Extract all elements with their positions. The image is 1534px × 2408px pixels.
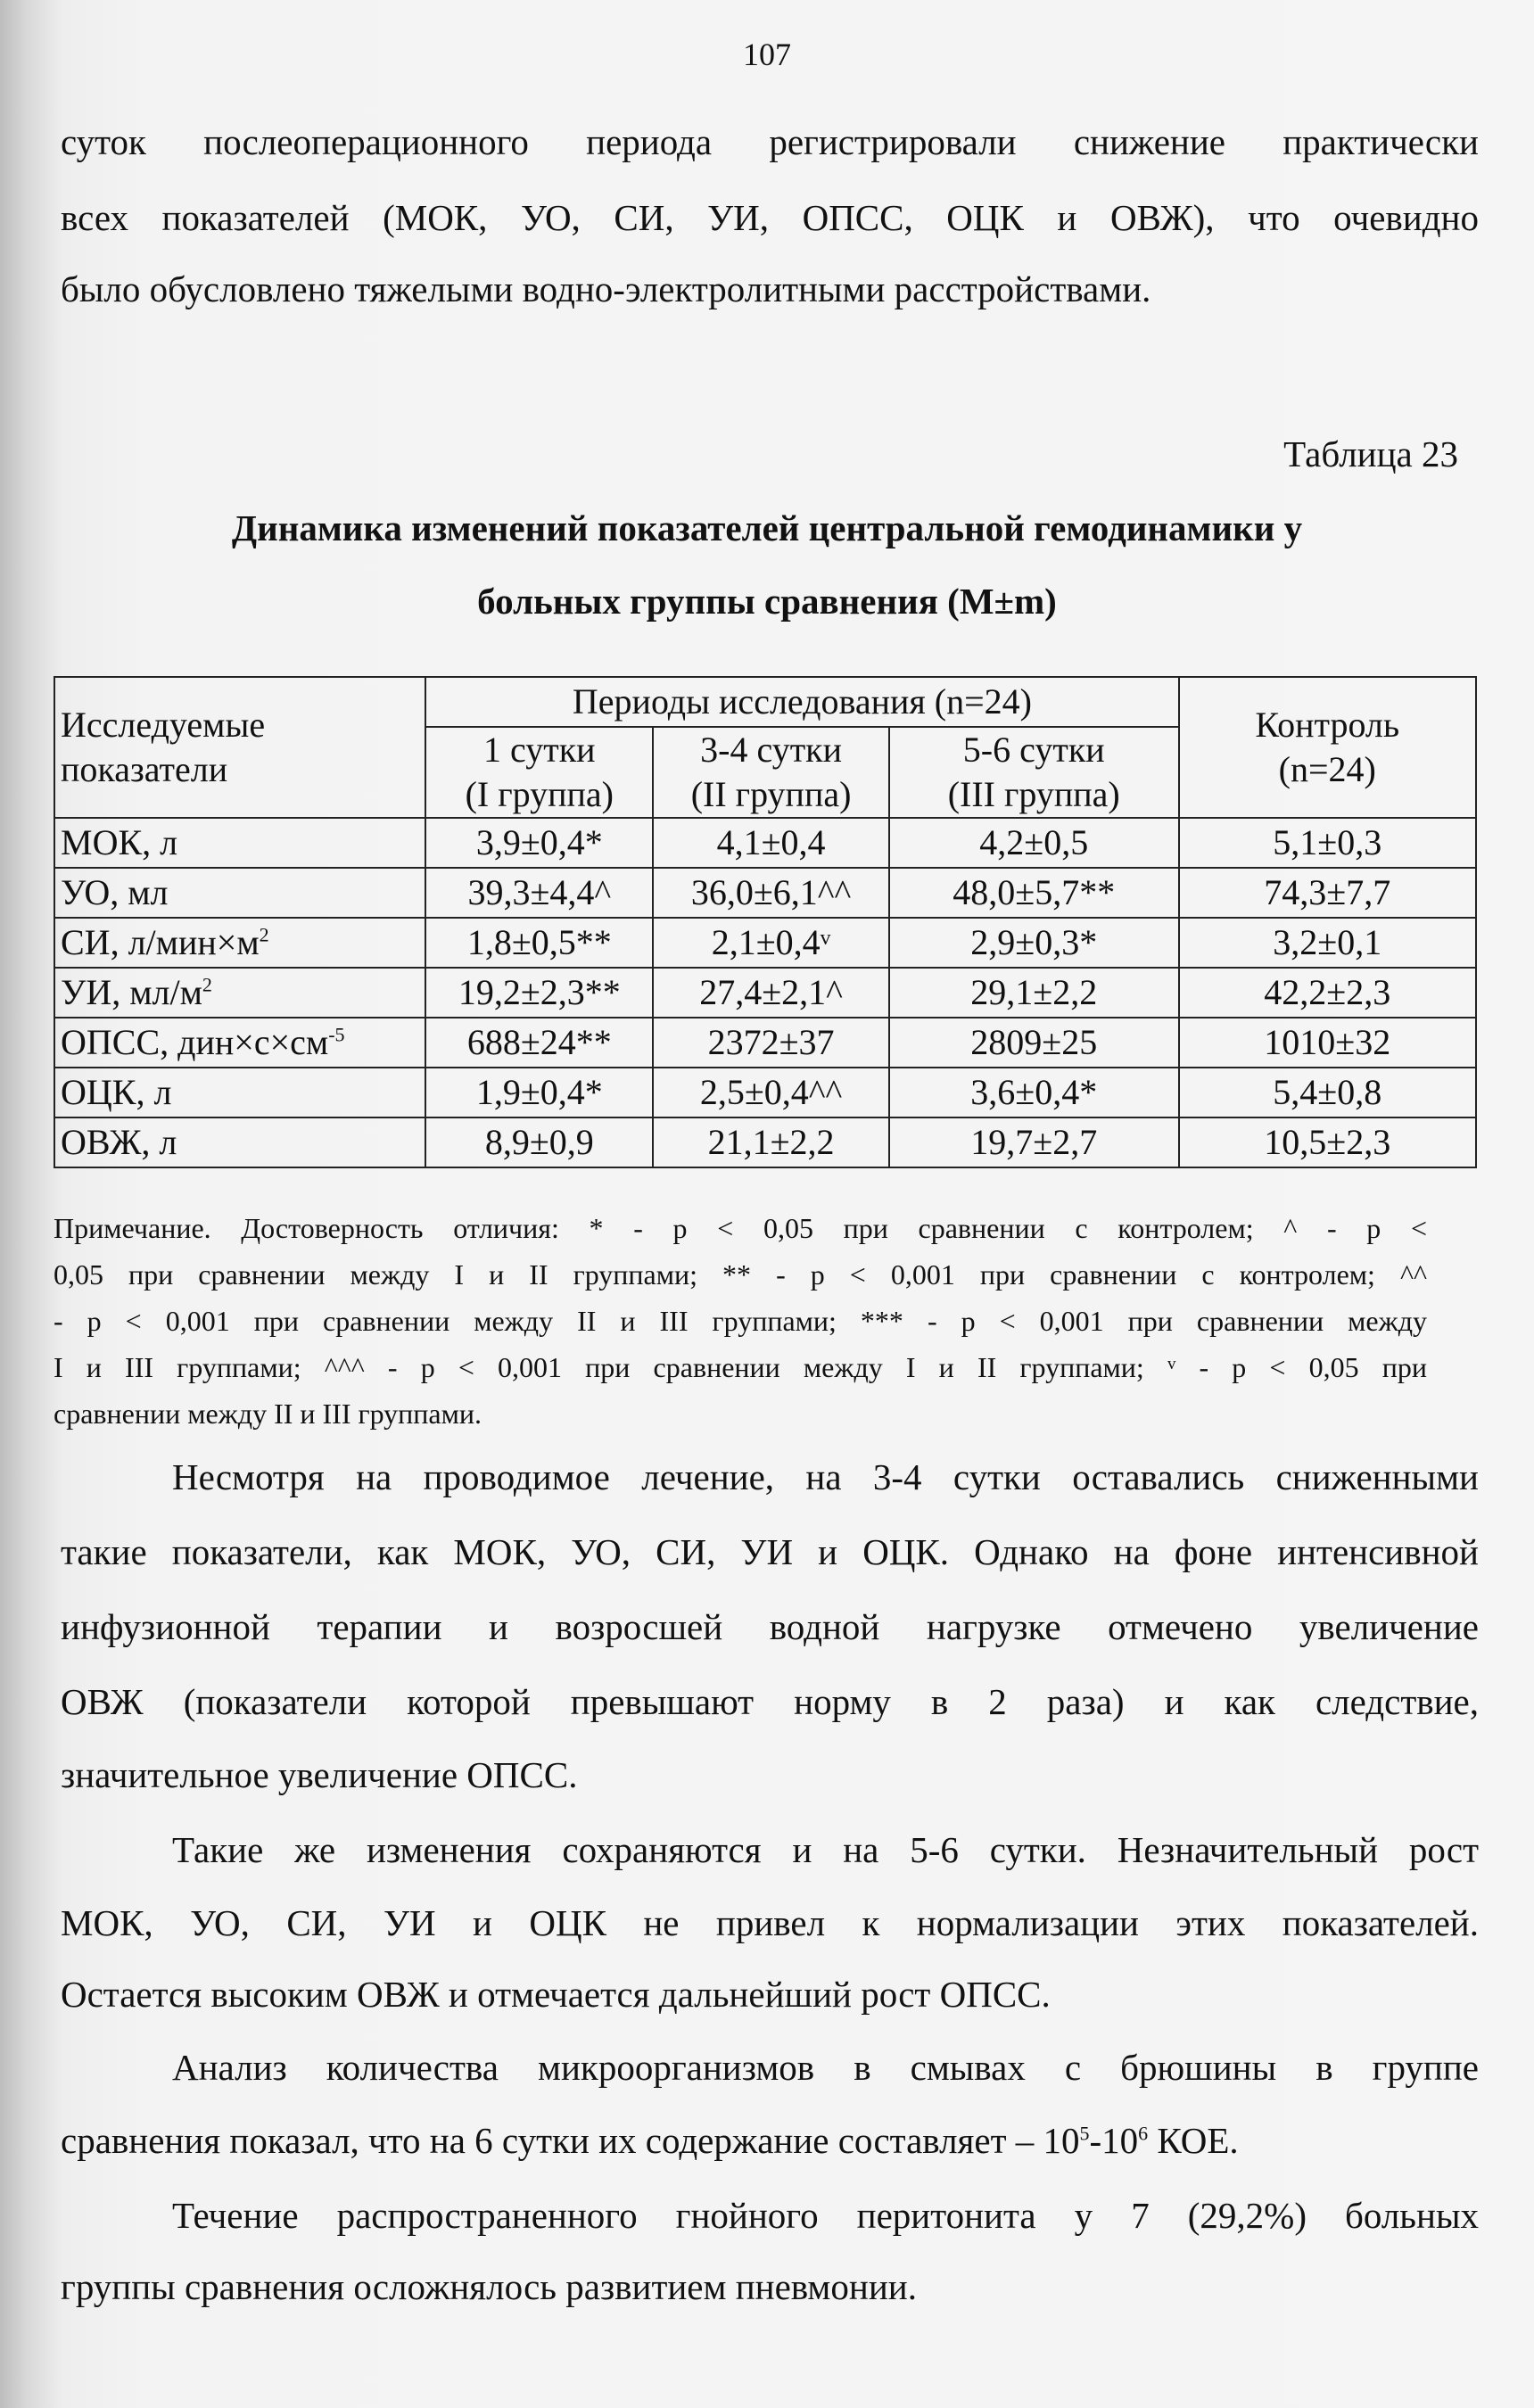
header-text: (n=24) (1278, 749, 1376, 789)
cell-v1: 8,9±0,9 (425, 1117, 653, 1167)
header-control (1179, 677, 1476, 818)
table-row (54, 818, 1476, 868)
row-label (54, 818, 425, 868)
note-line: I и III группами; ^^^ - р < 0,001 при сравнении между I и II группами; ᵛ - р < 0,05 при (54, 1351, 1427, 1383)
cell-v1: 688±24** (425, 1018, 653, 1068)
header-period-2 (653, 727, 889, 818)
koe-range: -10 (1089, 2120, 1139, 2161)
row-label-text: МОК, л (61, 822, 178, 862)
text-line: ОВЖ (показатели которой превышают норму в 2 раза) и как следствие, (61, 1681, 1479, 1722)
header-text: (I группа) (465, 774, 614, 814)
header-text: показатели (61, 749, 228, 789)
header-text: 3-4 сутки (700, 730, 843, 770)
text-line: Несмотря на проводимое лечение, на 3-4 сутки оставались сниженными (172, 1456, 1479, 1497)
cell-v1: 19,2±2,3** (425, 968, 653, 1018)
cell-v2: 2372±37 (653, 1018, 889, 1068)
table-row (54, 1068, 1476, 1117)
header-text: Контроль (1255, 705, 1400, 745)
cell-v2: 2,1±0,4ᵛ (653, 918, 889, 968)
text-line: Остается высоким ОВЖ и отмечается дальнейший рост ОПСС. (61, 1974, 1051, 2015)
cell-control: 10,5±2,3 (1179, 1117, 1476, 1167)
cell-control: 3,2±0,1 (1179, 918, 1476, 968)
cell-v2: 36,0±6,1^^ (653, 868, 889, 918)
cell-v1: 3,9±0,4* (425, 818, 653, 868)
table-body (54, 818, 1476, 1167)
note-line: - р < 0,001 при сравнении между II и III группами; *** - р < 0,001 при сравнении между (54, 1305, 1427, 1337)
text-line: значительное увеличение ОПСС. (61, 1754, 578, 1795)
cell-control: 42,2±2,3 (1179, 968, 1476, 1018)
cell-v3: 48,0±5,7** (889, 868, 1179, 918)
cell-v2: 27,4±2,1^ (653, 968, 889, 1018)
table-header-row (54, 677, 1476, 727)
cell-v2: 21,1±2,2 (653, 1117, 889, 1167)
text-line (61, 2119, 1479, 2162)
text-line: было обусловлено тяжелыми водно-электролитными расстройствами. (61, 268, 1151, 309)
header-text: Исследуемые (61, 705, 266, 745)
text-line: группы сравнения осложнялось развитием пневмонии. (61, 2266, 917, 2307)
row-label-text: ОПСС, дин×с×см (61, 1022, 329, 1062)
row-label (54, 868, 425, 918)
note-line: сравнении между II и III группами. (54, 1398, 482, 1430)
text-line: Течение распространенного гнойного перитонита у 7 (29,2%) больных (172, 2195, 1479, 2236)
header-indicators (54, 677, 425, 818)
cell-v2: 2,5±0,4^^ (653, 1068, 889, 1117)
cell-v1: 1,8±0,5** (425, 918, 653, 968)
row-label-text: УИ, мл/м (61, 972, 202, 1012)
unit-exponent: -5 (328, 1023, 345, 1046)
cell-v1: 39,3±4,4^ (425, 868, 653, 918)
note-line: 0,05 при сравнении между I и II группами; ** - р < 0,001 при сравнении с контролем; ^^ (54, 1258, 1427, 1291)
row-label-text: УО, мл (61, 872, 169, 912)
cell-v3: 2809±25 (889, 1018, 1179, 1068)
koe-prefix: сравнения показал, что на 6 сутки их содержание составляет – 10 (61, 2120, 1080, 2161)
row-label-text: СИ, л/мин×м (61, 922, 260, 962)
text-line: Анализ количества микроорганизмов в смывах с брюшины в группе (172, 2047, 1479, 2088)
cell-v3: 2,9±0,3* (889, 918, 1179, 968)
exponent: 6 (1138, 2122, 1149, 2145)
unit-exponent: 2 (202, 973, 212, 996)
row-label (54, 1117, 425, 1167)
header-period-1 (425, 727, 653, 818)
cell-control: 5,1±0,3 (1179, 818, 1476, 868)
text-line: Такие же изменения сохраняются и на 5-6 сутки. Незначительный рост (172, 1829, 1479, 1870)
header-text: 5-6 сутки (962, 730, 1105, 770)
row-label (54, 968, 425, 1018)
exponent: 5 (1079, 2122, 1090, 2145)
koe-suffix: КОЕ. (1148, 2120, 1239, 2161)
text-line: такие показатели, как МОК, УО, СИ, УИ и ОЦК. Однако на фоне интенсивной (61, 1531, 1479, 1572)
table-title: больных группы сравнения (M±m) (477, 581, 1057, 622)
header-text: 1 сутки (483, 730, 596, 770)
header-period-3 (889, 727, 1179, 818)
data-table (54, 676, 1477, 1168)
cell-control: 74,3±7,7 (1179, 868, 1476, 918)
table-row (54, 1117, 1476, 1167)
table-row (54, 868, 1476, 918)
header-text: (II группа) (690, 774, 852, 814)
table-caption: Таблица 23 (1283, 433, 1458, 474)
row-label (54, 918, 425, 968)
table-row (54, 918, 1476, 968)
note-line: Примечание. Достоверность отличия: * - р < 0,05 при сравнении с контролем; ^ - р < (54, 1212, 1427, 1244)
cell-v3: 19,7±2,7 (889, 1117, 1179, 1167)
cell-v3: 4,2±0,5 (889, 818, 1179, 868)
cell-control: 1010±32 (1179, 1018, 1476, 1068)
header-text: (III группа) (947, 774, 1120, 814)
text-line: суток послеоперационного периода регистрировали снижение практически (61, 121, 1479, 162)
unit-exponent: 2 (259, 923, 269, 946)
header-periods: Периоды исследования (n=24) (425, 677, 1178, 727)
table-row (54, 1018, 1476, 1068)
cell-v2: 4,1±0,4 (653, 818, 889, 868)
table-title: Динамика изменений показателей центральной гемодинамики у (231, 507, 1303, 548)
text-line: всех показателей (МОК, УО, СИ, УИ, ОПСС, ОЦК и ОВЖ), что очевидно (61, 197, 1479, 238)
table-row (54, 968, 1476, 1018)
row-label (54, 1018, 425, 1068)
text-line: МОК, УО, СИ, УИ и ОЦК не привел к нормализации этих показателей. (61, 1902, 1479, 1943)
cell-v3: 3,6±0,4* (889, 1068, 1179, 1117)
row-label-text: ОЦК, л (61, 1072, 172, 1112)
cell-control: 5,4±0,8 (1179, 1068, 1476, 1117)
cell-v1: 1,9±0,4* (425, 1068, 653, 1117)
row-label-text: ОВЖ, л (61, 1122, 177, 1162)
text-line: инфузионной терапии и возросшей водной нагрузке отмечено увеличение (61, 1606, 1479, 1647)
cell-v3: 29,1±2,2 (889, 968, 1179, 1018)
page-number: 107 (743, 37, 791, 72)
row-label (54, 1068, 425, 1117)
